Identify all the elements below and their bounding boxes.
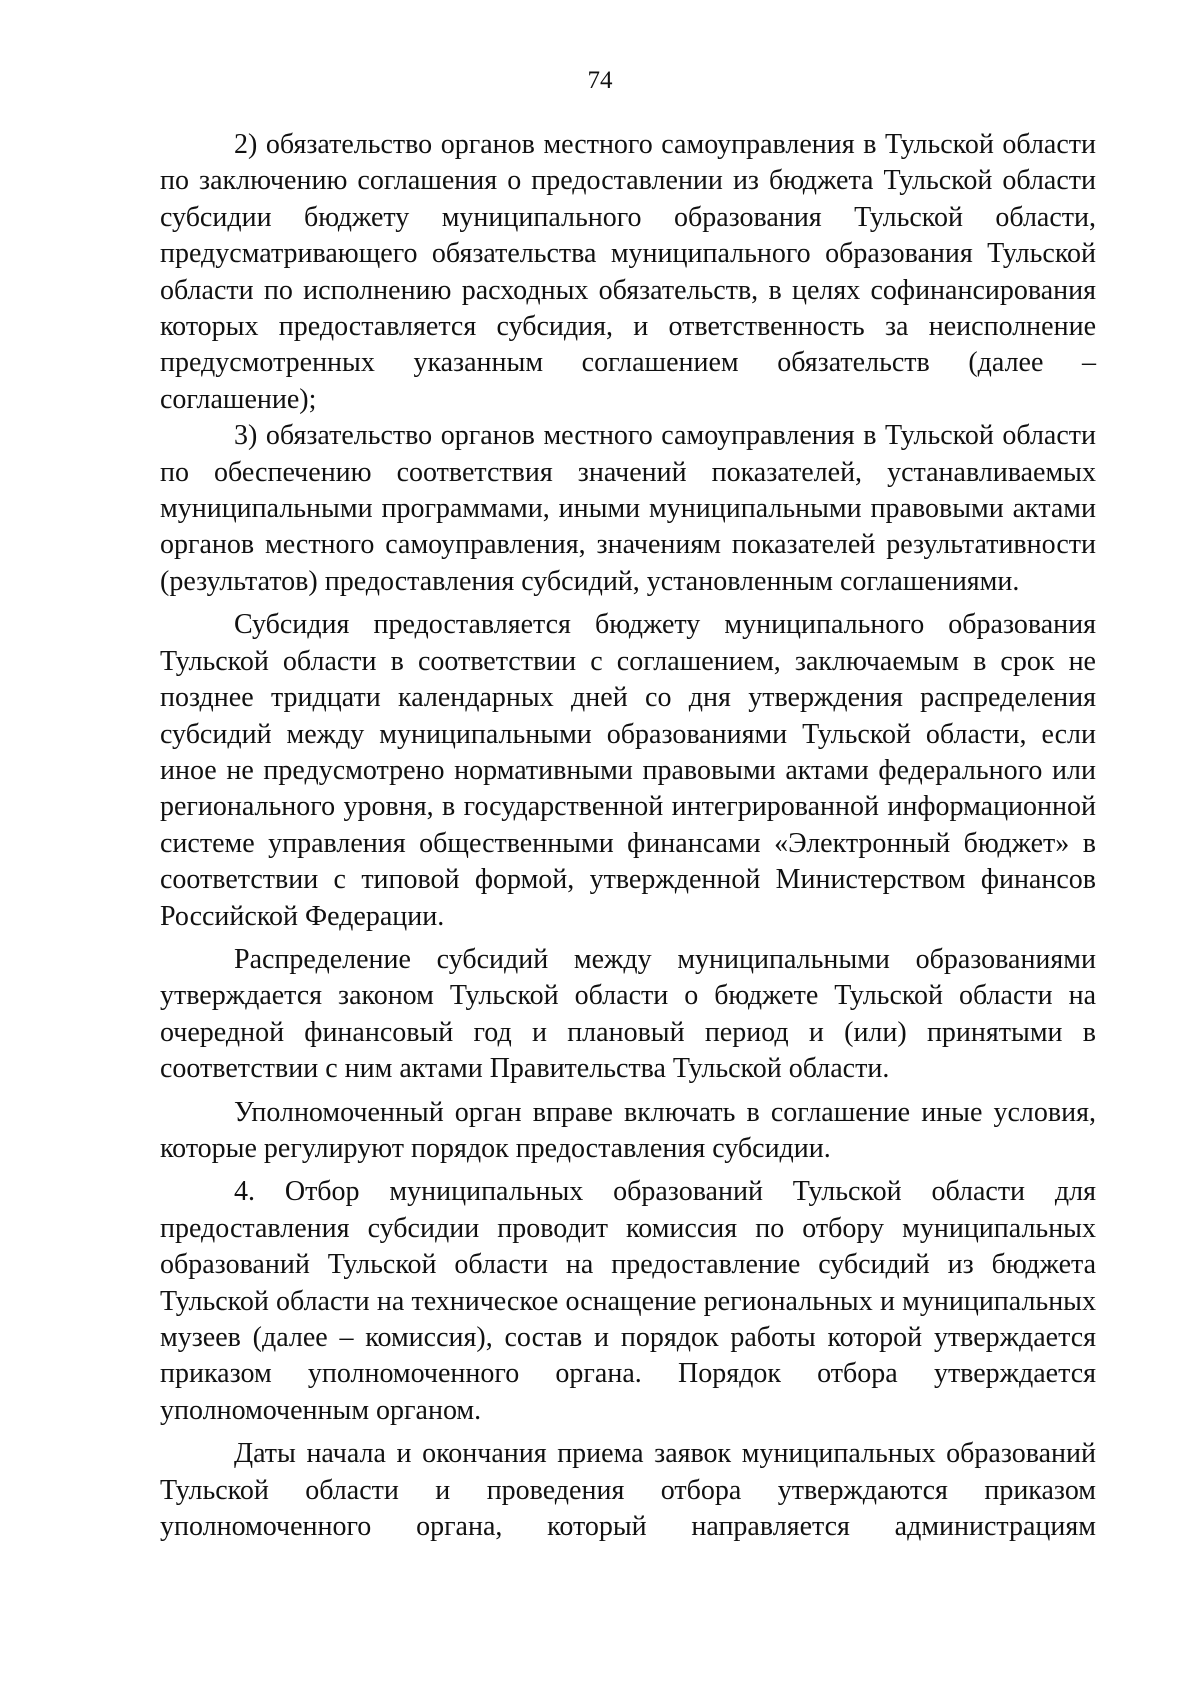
paragraph <box>160 1174 1096 1429</box>
document-body <box>160 127 1096 1545</box>
text-line: органов местного самоуправления, значениям показателей результативности <box>160 529 1096 561</box>
text-line: образований Тульской области на предоставление субсидий из бюджета <box>160 1249 1096 1281</box>
text-line: утверждается законом Тульской области о бюджете Тульской области на <box>160 980 1096 1012</box>
text-line: субсидий между муниципальными образованиями Тульской области, если <box>160 718 1096 750</box>
text-line: соответствии с ним актами Правительства Тульской области. <box>160 1053 890 1085</box>
text-line: регионального уровня, в государственной интегрированной информационной <box>160 791 1096 823</box>
text-line: области по исполнению расходных обязательств, в целях софинансирования <box>160 274 1096 306</box>
paragraph <box>160 127 1096 418</box>
text-line: Даты начала и окончания приема заявок муниципальных образований <box>234 1438 1096 1470</box>
text-line: иное не предусмотрено нормативными правовыми актами федерального или <box>160 754 1096 786</box>
text-line: уполномоченным органом. <box>160 1394 482 1426</box>
paragraph <box>160 942 1096 1088</box>
text-line: предусматривающего обязательства муниципального образования Тульской <box>160 238 1096 270</box>
text-line: уполномоченного органа, который направляется администрациям <box>160 1511 1096 1543</box>
text-line: позднее тридцати календарных дней со дня утверждения распределения <box>160 682 1096 714</box>
paragraph <box>160 418 1096 600</box>
text-line: предусмотренных указанным соглашением обязательств (далее – <box>160 347 1096 379</box>
text-line: Тульской области в соответствии с соглашением, заключаемым в срок не <box>160 645 1096 677</box>
text-line: Российской Федерации. <box>160 900 445 932</box>
text-line: субсидии бюджету муниципального образования Тульской области, <box>160 201 1096 233</box>
text-line: соглашение); <box>160 383 317 415</box>
text-line: (результатов) предоставления субсидий, установленным соглашениями. <box>160 565 1020 597</box>
paragraph <box>160 1095 1096 1168</box>
page-number: 74 <box>587 67 613 94</box>
text-line: предоставления субсидии проводит комиссия по отбору муниципальных <box>160 1212 1096 1244</box>
text-line: которых предоставляется субсидия, и ответственность за неисполнение <box>160 311 1096 343</box>
text-line: приказом уполномоченного органа. Порядок отбора утверждается <box>160 1358 1096 1390</box>
paragraph <box>160 607 1096 935</box>
text-line: по обеспечению соответствия значений показателей, устанавливаемых <box>160 456 1096 488</box>
text-line: музеев (далее – комиссия), состав и порядок работы которой утверждается <box>160 1322 1096 1353</box>
text-line: очередной финансовый год и плановый период и (или) принятыми в <box>160 1016 1096 1048</box>
text-line: 2) обязательство органов местного самоуправления в Тульской области <box>234 129 1096 160</box>
text-line: Распределение субсидий между муниципальными образованиями <box>234 943 1096 975</box>
text-line: по заключению соглашения о предоставлении из бюджета Тульской области <box>160 165 1096 197</box>
text-line: Тульской области на техническое оснащение региональных и муниципальных <box>160 1285 1096 1317</box>
text-line: которые регулируют порядок предоставления субсидии. <box>160 1132 831 1164</box>
text-line: 3) обязательство органов местного самоуправления в Тульской области <box>234 420 1096 452</box>
text-line: Уполномоченный орган вправе включать в соглашение иные условия, <box>234 1096 1096 1128</box>
text-line: 4. Отбор муниципальных образований Тульской области для <box>234 1176 1096 1208</box>
text-line: Тульской области и проведения отбора утверждаются приказом <box>160 1474 1096 1506</box>
text-line: соответствии с типовой формой, утвержденной Министерством финансов <box>160 864 1096 896</box>
text-line: системе управления общественными финансами «Электронный бюджет» в <box>160 827 1096 859</box>
paragraph <box>160 1436 1096 1545</box>
text-line: муниципальными программами, иными муниципальными правовыми актами <box>160 493 1096 525</box>
text-line: Субсидия предоставляется бюджету муниципального образования <box>234 609 1096 641</box>
